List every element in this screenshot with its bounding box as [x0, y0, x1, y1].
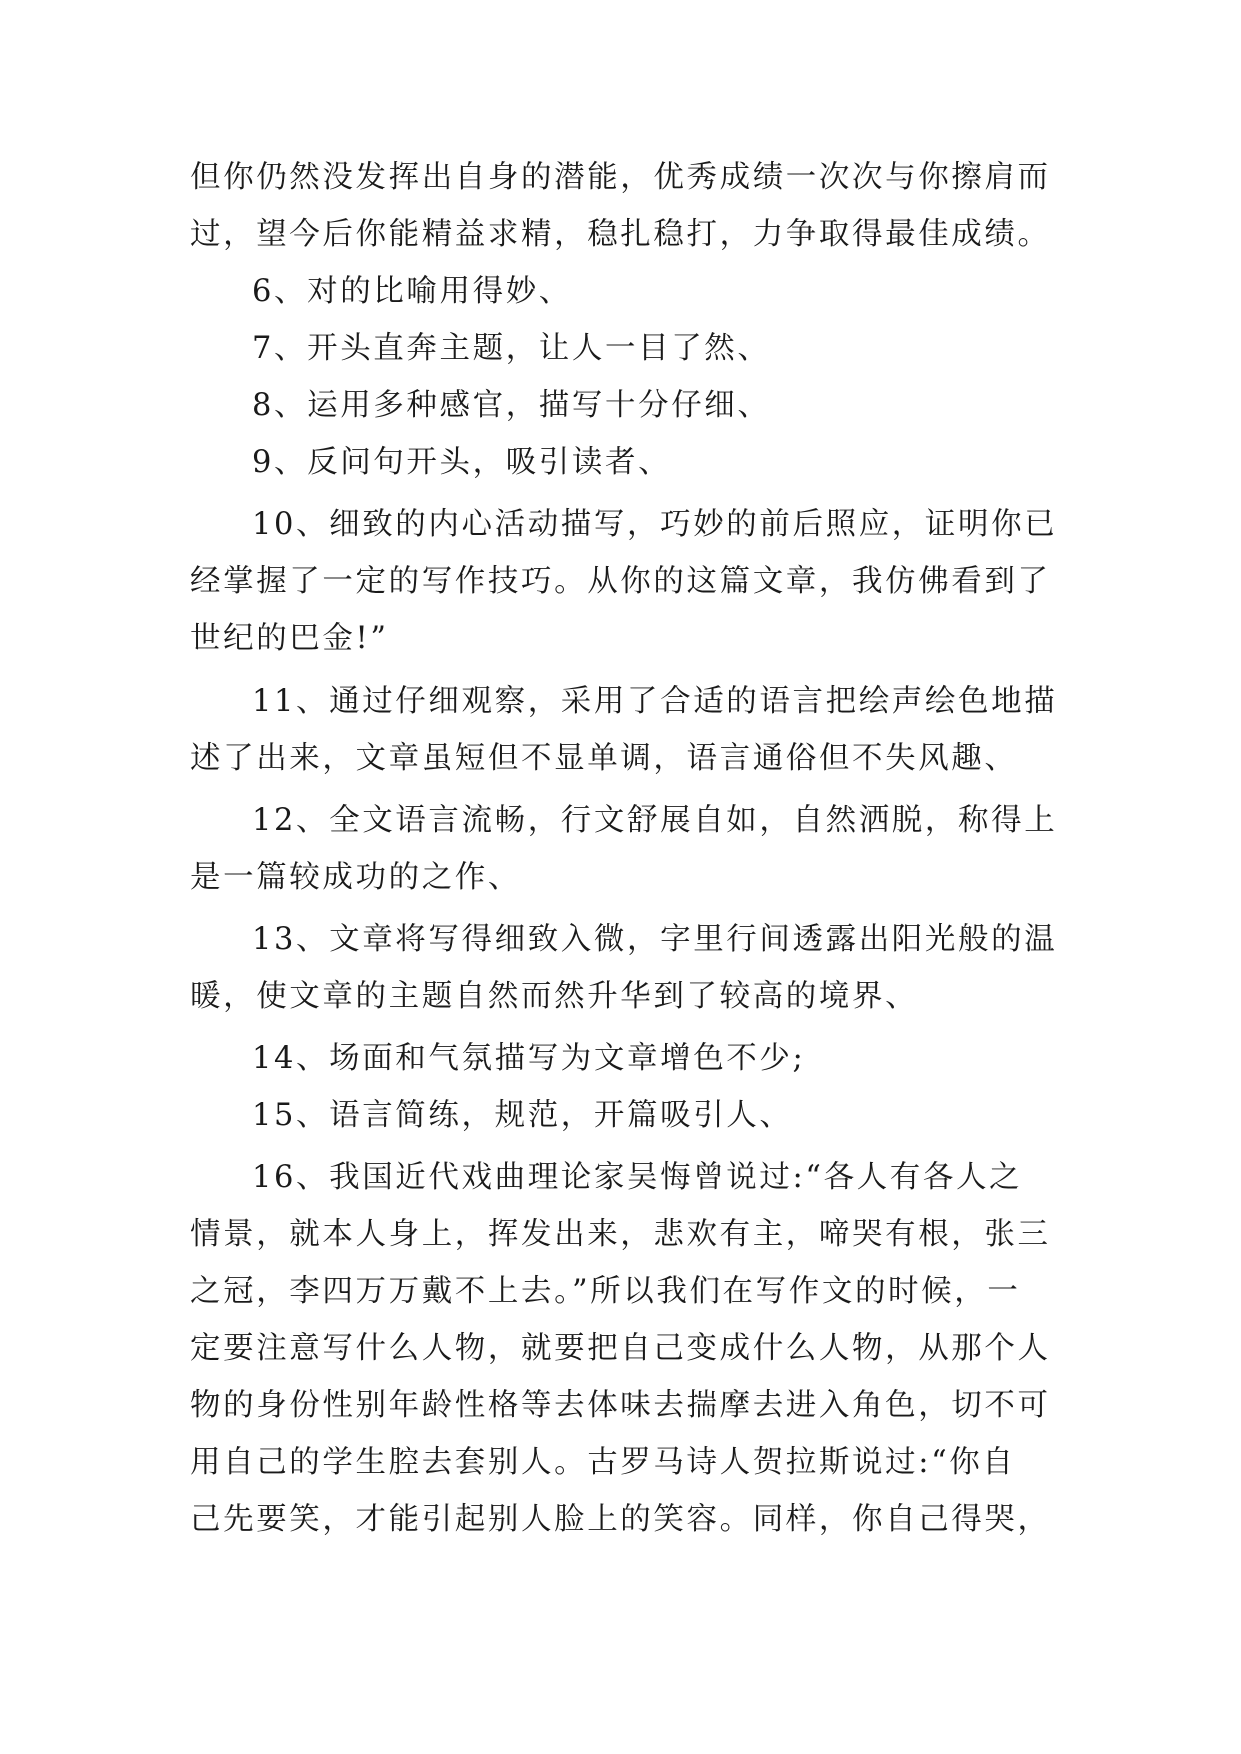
list-item: 9、反问句开头，吸引读者、 [252, 445, 672, 480]
list-item: 8、运用多种感官，描写十分仔细、 [252, 388, 771, 423]
list-item: 12、全文语言流畅，行文舒展自如，自然洒脱，称得上 [252, 803, 1058, 838]
text-line: 情景，就本人身上，挥发出来，悲欢有主，啼哭有根，张三 [190, 1217, 1051, 1252]
list-item: 11、通过仔细观察，采用了合适的语言把绘声绘色地描 [252, 684, 1058, 719]
text-line: 定要注意写什么人物，就要把自己变成什么人物，从那个人 [190, 1331, 1051, 1366]
text-line: 用自己的学生腔去套别人。古罗马诗人贺拉斯说过:“你自 [190, 1445, 1016, 1480]
text-line: 世纪的巴金!” [190, 621, 389, 656]
list-item: 15、语言简练，规范，开篇吸引人、 [252, 1098, 793, 1133]
list-item: 13、文章将写得细致入微，字里行间透露出阳光般的温 [252, 922, 1058, 957]
list-item: 10、细致的内心活动描写，巧妙的前后照应，证明你已 [252, 507, 1058, 542]
text-line: 但你仍然没发挥出自身的潜能，优秀成绩一次次与你擦肩而 [190, 160, 1051, 195]
list-item: 7、开头直奔主题，让人一目了然、 [252, 331, 771, 366]
text-line: 经掌握了一定的写作技巧。从你的这篇文章，我仿佛看到了 [190, 564, 1051, 599]
text-line: 暖，使文章的主题自然而然升华到了较高的境界、 [190, 979, 919, 1014]
text-line: 之冠，李四万万戴不上去。”所以我们在写作文的时候，一 [190, 1274, 1021, 1309]
text-line: 是一篇较成功的之作、 [190, 860, 521, 895]
list-item: 16、我国近代戏曲理论家吴悔曾说过:“各人有各人之 [252, 1160, 1023, 1195]
list-item: 14、场面和气氛描写为文章增色不少; [252, 1041, 806, 1076]
text-line: 过，望今后你能精益求精，稳扎稳打，力争取得最佳成绩。 [190, 217, 1051, 252]
text-line: 己先要笑，才能引起别人脸上的笑容。同样，你自己得哭， [190, 1502, 1051, 1537]
text-line: 物的身份性别年龄性格等去体味去揣摩去进入角色，切不可 [190, 1388, 1051, 1423]
text-line: 述了出来，文章虽短但不显单调，语言通俗但不失风趣、 [190, 741, 1018, 776]
list-item: 6、对的比喻用得妙、 [252, 274, 572, 309]
